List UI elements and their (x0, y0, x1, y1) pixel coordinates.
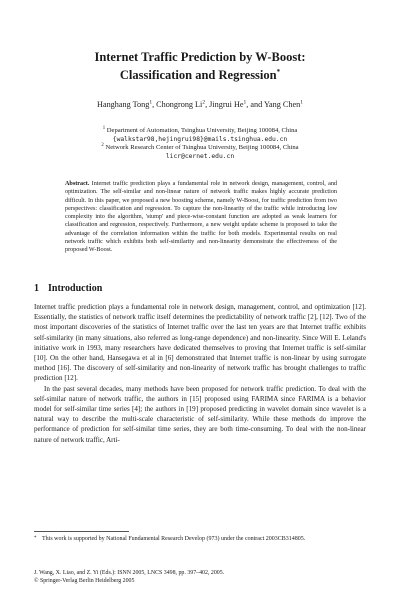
section-number: 1 (34, 283, 39, 294)
abstract-text: Internet traffic prediction plays a fundamental role in network design, management, control, and optimization. The self-similar and non-linear nature of network traffic makes highly accurate prediction difficult. In this paper, we proposed a new boosting scheme, namely W-Boost, for traffic prediction from two perspectives: classification and regression. To capture the non-linearity of the traffic while introducing low complexity into the algorithm, 'stump' and piece-wise-constant function are adopted as weak learners for classification and regression, respectively. Furthermore, a new weight update scheme is proposed to take the advantage of the correlation information within the traffic for both models. Experimental results on real network traffic which exhibits both self-similarity and non-linearity demonstrate the effectiveness of the proposed W-Boost. (65, 181, 337, 254)
author-affiliation-marker: 1 (300, 99, 303, 105)
title-footnote-marker: * (276, 68, 281, 76)
body-paragraph: In the past several decades, many methods have been proposed for network traffic prediction. To deal with the self-similar nature of network traffic, the authors in [15] proposed using FARIMA since FARIMA is a behavior model for self-similar time series [4]; the authors in [19] proposed predicting in wavelet domain since wavelet is a natural way to describe the multi-scale characteristic of self-similarity. While these methods do improve the performance of prediction for self-similar time series, they are both time-consuming. To deal with the non-linear nature of network traffic, Arti- (34, 384, 366, 444)
author-name: Chongrong Li (156, 99, 203, 109)
author (209, 100, 264, 109)
section-title: Introduction (48, 283, 103, 294)
author (264, 100, 303, 109)
affiliation-address (40, 142, 360, 153)
publication-info (34, 570, 366, 586)
author-list (40, 97, 360, 110)
author-name: Hanghang Tong (97, 99, 150, 109)
author-affiliation-marker: 1 (149, 99, 153, 105)
author-name: Yang Chen (263, 99, 301, 109)
footnote-divider (34, 531, 129, 532)
affiliation-marker: 2 (101, 143, 104, 148)
author-separator: , and (246, 99, 264, 109)
affiliation (40, 142, 360, 161)
footnote (34, 535, 366, 543)
author-name: Jingrui He (209, 99, 244, 109)
affiliation-address-text: Network Research Center of Tsinghua University, Beijing 100084, China (105, 144, 299, 152)
paper-title (40, 50, 360, 83)
author-affiliation-marker: 1 (243, 99, 247, 105)
abstract-label: Abstract. (65, 181, 90, 187)
author (156, 100, 209, 109)
body-paragraph: Internet traffic prediction plays a fundamental role in network design, management, control, and optimization [12]. Essentially, the statistics of network traffic itself determines the predictability of network traffic [2], [12]. Two of the most important discoveries of the statistics of Internet traffic over the last ten years are that Internet traffic exhibits self-similarity (in many situations, also referred as long-range dependence) and non-linearity. Since Will E. Leland's initiative work in 1993, many researchers have dedicated themselves to proving that Internet traffic is self-similar [10]. On the other hand, Hansegawa et al in [6] demonstrated that Internet traffic is non-linear by using surrogate method [16]. The discovery of self-similarity and non-linearity of network traffic has brought challenges to traffic prediction [12]. (34, 303, 366, 383)
section-body (34, 302, 366, 445)
title-line-2-text: Classification and Regression (119, 68, 277, 83)
author (97, 100, 156, 109)
affiliation-marker: 1 (102, 126, 106, 131)
publication-citation: J. Wang, X. Liao, and Z. Yi (Eds.): ISNN 2005, LNCS 3498, pp. 397–402, 2005. (34, 570, 225, 576)
title-line-2 (40, 65, 360, 83)
affiliation-address (40, 125, 360, 136)
affiliation-address-text: Department of Automation, Tsinghua University, Beijing 100084, China (106, 127, 298, 135)
copyright-notice: © Springer-Verlag Berlin Heidelberg 2005 (34, 577, 135, 584)
section-heading (34, 283, 364, 295)
author-separator: , (152, 99, 157, 109)
abstract (65, 180, 337, 255)
title-line-1: Internet Traffic Prediction by W-Boost: (94, 50, 306, 64)
author-affiliation-marker: 2 (202, 99, 206, 105)
footnote-text: This work is supported by National Fundamental Research Develop (973) under the contract 2003CB314805. (42, 536, 306, 542)
affiliation-email: {walkstar98,hejingrui98}@mails.tsinghua.edu.cn (112, 135, 288, 143)
footnote-marker: * (34, 536, 37, 541)
author-separator: , (205, 99, 210, 109)
affiliation-email: licr@cernet.edu.cn (165, 152, 235, 160)
